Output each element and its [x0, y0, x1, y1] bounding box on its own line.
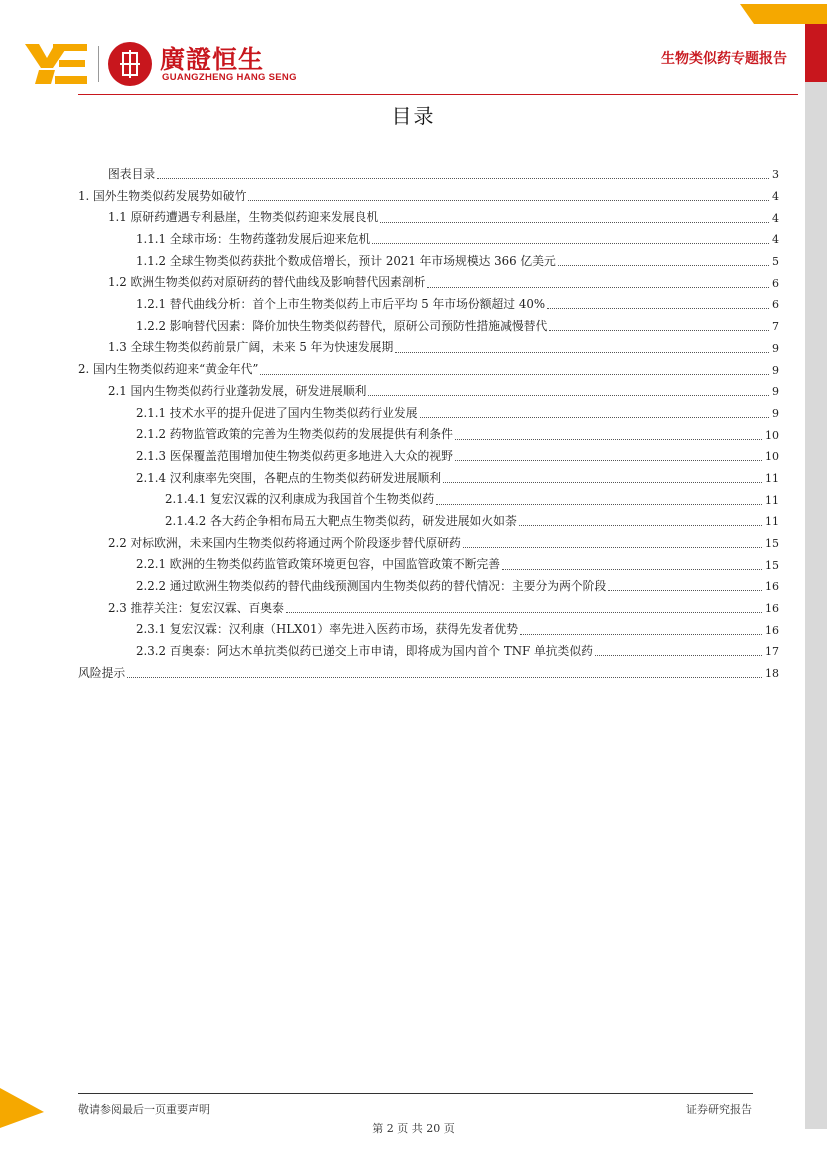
toc-entry[interactable]: 1. 国外生物类似药发展势如破竹 4: [78, 188, 779, 204]
report-title: 生物类似药专题报告: [661, 51, 787, 67]
side-grey-strip: [805, 82, 827, 1129]
toc-entry[interactable]: 2.1.1 技术水平的提升促进了国内生物类似药行业发展 9: [136, 405, 779, 420]
toc-entry[interactable]: 2.1.4 汉利康率先突围，各靶点的生物类似药研发进展顺利 11: [136, 470, 779, 485]
toc-title: 目录: [391, 104, 436, 128]
toc-entry[interactable]: 1.1.2 全球生物类似药获批个数成倍增长，预计 2021 年市场规模达 366 亿美元 5: [136, 253, 779, 269]
toc-entry[interactable]: 2.1 国内生物类似药行业蓬勃发展，研发进展顺利 9: [108, 383, 779, 399]
toc-entry[interactable]: 1.2.1 替代曲线分析：首个上市生物类似药上市后平均 5 年市场份额超过 40% 6: [136, 297, 779, 312]
brand-name-en: GUANGZHENG HANG SENG: [162, 72, 297, 83]
footer-rule: [78, 1093, 753, 1094]
seal-logo-icon: [108, 42, 152, 86]
toc-entry[interactable]: 2.1.4.2 各大药企争相布局五大靶点生物类似药，研发进展如火如荼 11: [165, 513, 779, 529]
toc-entry[interactable]: 1.1 原研药遭遇专利悬崖，生物类似药迎来发展良机 4: [108, 210, 779, 225]
toc-entry[interactable]: 风险提示 18: [78, 665, 779, 681]
corner-decoration-top: [740, 0, 827, 24]
toc-entry[interactable]: 2.3.1 复宏汉霖：汉利康（HLX01）率先进入医药市场，获得先发者优势 16: [136, 622, 779, 637]
toc-entry[interactable]: 1.1.1 全球市场：生物药蓬勃发展后迎来危机 4: [136, 232, 779, 247]
toc-entry[interactable]: 2.3.2 百奥泰：阿达木单抗类似药已递交上市申请，即将成为国内首个 TNF 单抗类似药 17: [136, 644, 779, 659]
toc-entry[interactable]: 2.1.4.1 复宏汉霖的汉利康成为我国首个生物类似药 11: [165, 492, 779, 507]
toc-entry[interactable]: 图表目录 3: [108, 166, 779, 182]
logo-divider: [98, 46, 99, 82]
toc-entry[interactable]: 2.3 推荐关注：复宏汉霖、百奥泰 16: [108, 600, 779, 616]
toc-entry[interactable]: 1.2.2 影响替代因素：降价加快生物类似药替代，原研公司预防性措施减慢替代 7: [136, 318, 779, 334]
yue-logo-icon: [25, 44, 87, 84]
table-of-contents: [78, 164, 779, 685]
toc-entry[interactable]: 2.1.3 医保覆盖范围增加使生物类似药更多地进入大众的视野 10: [136, 448, 779, 464]
toc-entry[interactable]: 2.2 对标欧洲，未来国内生物类似药将通过两个阶段逐步替代原研药 15: [108, 535, 779, 551]
toc-entry[interactable]: 2. 国内生物类似药迎来“黄金年代” 9: [78, 362, 779, 377]
header-rule: [78, 94, 798, 95]
toc-entry[interactable]: 2.2.2 通过欧洲生物类似药的替代曲线预测国内生物类似药的替代情况：主要分为两个阶段 16: [136, 579, 779, 594]
toc-entry[interactable]: 1.3 全球生物类似药前景广阔，未来 5 年为快速发展期 9: [108, 340, 779, 355]
brand-name-cn: 廣證恒生: [160, 45, 265, 74]
side-accent-bar: [805, 24, 827, 82]
footer-disclaimer: 敬请参阅最后一页重要声明: [78, 1103, 210, 1116]
toc-entry[interactable]: 2.1.2 药物监管政策的完善为生物类似药的发展提供有利条件 10: [136, 427, 779, 442]
toc-entry[interactable]: 2.2.1 欧洲的生物类似药监管政策环境更包容，中国监管政策不断完善 15: [136, 557, 779, 572]
footer-doc-type: 证券研究报告: [686, 1103, 752, 1116]
toc-entry[interactable]: 1.2 欧洲生物类似药对原研药的替代曲线及影响替代因素剖析 6: [108, 275, 779, 290]
page-number: 第 2 页 共 20 页: [372, 1122, 455, 1135]
